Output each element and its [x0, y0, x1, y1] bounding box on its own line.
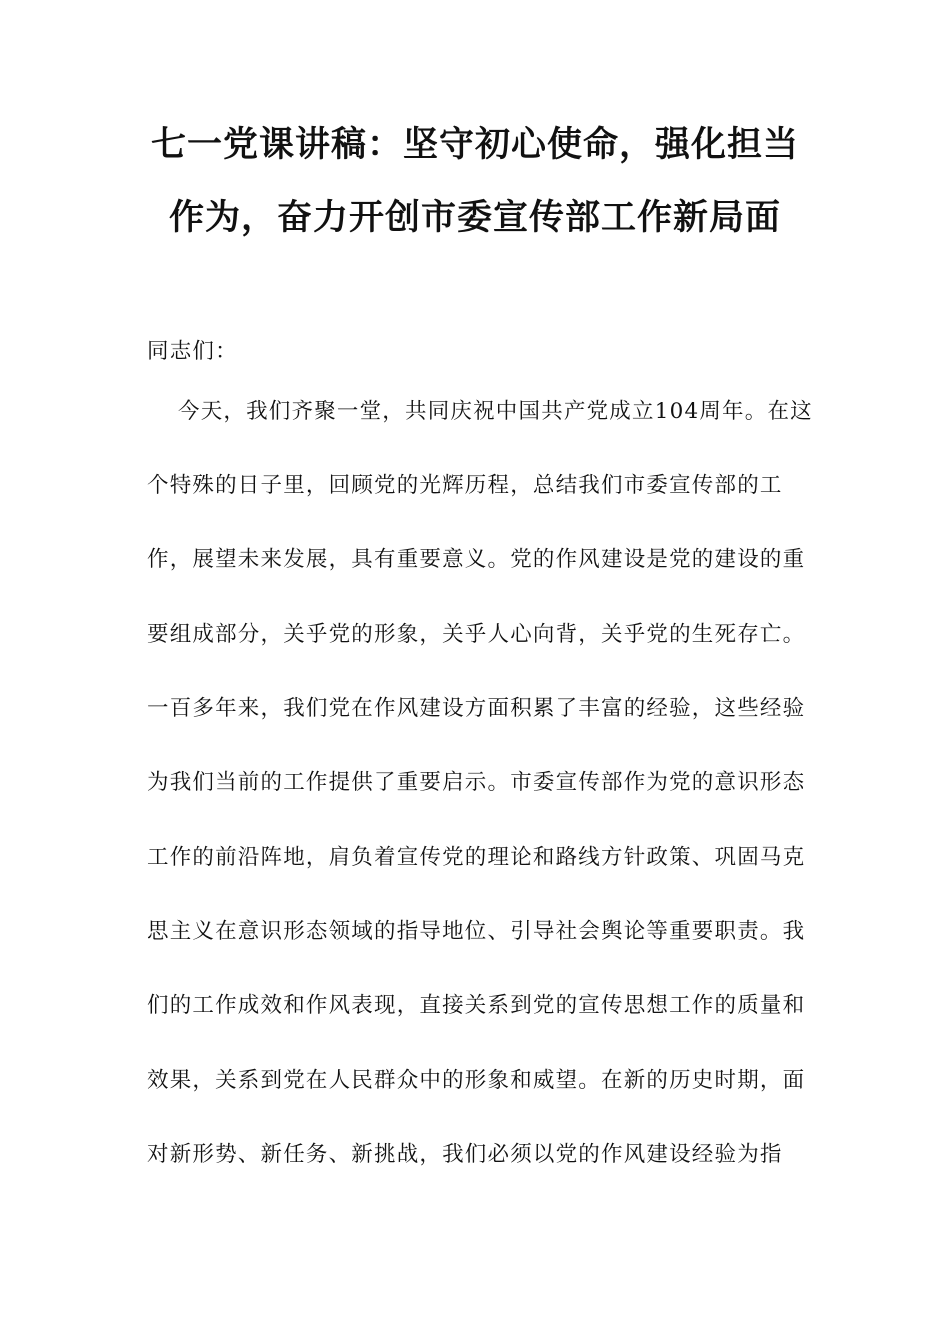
body-line: 效果，关系到党在人民群众中的形象和威望。在新的历史时期，面: [147, 1068, 806, 1093]
document-title-line-2: 作为，奋力开创市委宣传部工作新局面: [168, 197, 781, 238]
body-line: 作，展望未来发展，具有重要意义。党的作风建设是党的建设的重: [147, 547, 806, 572]
body-line: 个特殊的日子里，回顾党的光辉历程，总结我们市委宣传部的工: [147, 473, 783, 498]
body-line: 为我们当前的工作提供了重要启示。市委宣传部作为党的意识形态: [147, 770, 806, 795]
body-line: 工作的前沿阵地，肩负着宣传党的理论和路线方针政策、巩固马克: [147, 845, 806, 870]
document-title-line-1: 七一党课讲稿：坚守初心使命，强化担当: [150, 124, 799, 165]
body-line: 们的工作成效和作风表现，直接关系到党的宣传思想工作的质量和: [147, 993, 806, 1018]
body-line: 思主义在意识形态领域的指导地位、引导社会舆论等重要职责。我: [147, 919, 806, 944]
body-line: 对新形势、新任务、新挑战，我们必须以党的作风建设经验为指: [147, 1142, 783, 1167]
body-line: 要组成部分，关乎党的形象，关乎人心向背，关乎党的生死存亡。: [147, 622, 806, 647]
salutation: 同志们：: [147, 339, 238, 364]
body-line: 今天，我们齐聚一堂，共同庆祝中国共产党成立104周年。在这: [178, 399, 813, 424]
body-line: 一百多年来，我们党在作风建设方面积累了丰富的经验，这些经验: [147, 696, 806, 721]
